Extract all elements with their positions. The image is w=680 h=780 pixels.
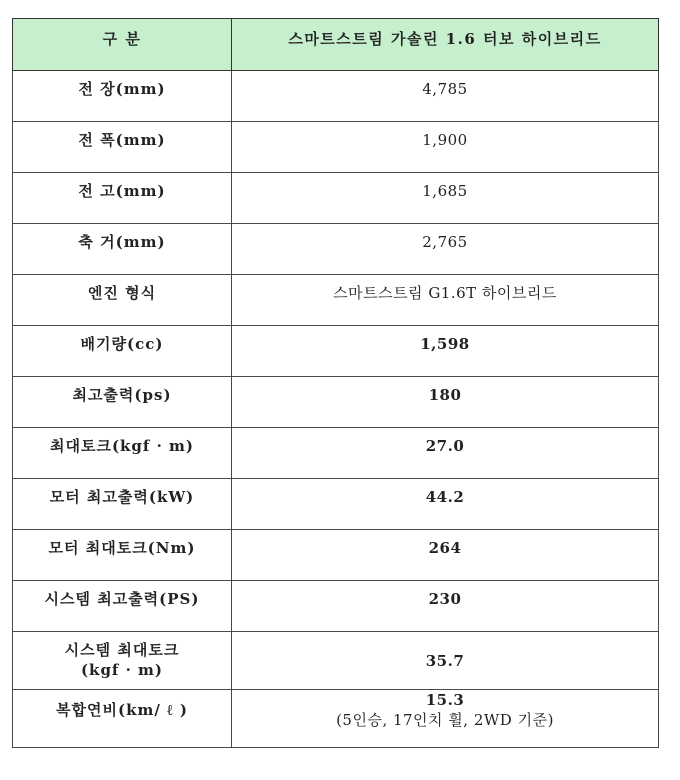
row-value: 264 [232, 530, 659, 581]
table-row [13, 428, 659, 479]
row-value: 2,765 [232, 224, 659, 275]
table-row [13, 530, 659, 581]
row-value: 27.0 [232, 428, 659, 479]
table-row [13, 224, 659, 275]
spec-table [12, 18, 659, 748]
table-row [13, 71, 659, 122]
table-row [13, 479, 659, 530]
header-category: 구 분 [13, 19, 232, 71]
row-label: 시스템 최대토크(kgf · m) [13, 632, 232, 690]
table-row [13, 690, 659, 748]
table-row [13, 122, 659, 173]
header-model: 스마트스트림 가솔린 1.6 터보 하이브리드 [232, 19, 659, 71]
row-label: 시스템 최고출력(PS) [13, 581, 232, 632]
row-value: 35.7 [232, 632, 659, 690]
fuel-economy-note: (5인승, 17인치 휠, 2WD 기준) [336, 711, 554, 729]
row-value: 180 [232, 377, 659, 428]
table-row [13, 275, 659, 326]
row-label: 모터 최고출력(kW) [13, 479, 232, 530]
row-label: 최대토크(kgf · m) [13, 428, 232, 479]
row-value: 스마트스트림 G1.6T 하이브리드 [232, 275, 659, 326]
table-row [13, 326, 659, 377]
row-value: 44.2 [232, 479, 659, 530]
table-row [13, 173, 659, 224]
row-label: 배기량(cc) [13, 326, 232, 377]
fuel-economy-value: 15.3 [425, 691, 465, 709]
row-label: 전 폭(mm) [13, 122, 232, 173]
row-value [232, 690, 659, 748]
table-row [13, 581, 659, 632]
row-value: 1,598 [232, 326, 659, 377]
table-header-row [13, 19, 659, 71]
row-label: 모터 최대토크(Nm) [13, 530, 232, 581]
row-value: 230 [232, 581, 659, 632]
row-label: 전 고(mm) [13, 173, 232, 224]
row-label: 엔진 형식 [13, 275, 232, 326]
row-value: 4,785 [232, 71, 659, 122]
row-label: 최고출력(ps) [13, 377, 232, 428]
row-value: 1,900 [232, 122, 659, 173]
table-row [13, 377, 659, 428]
table-row [13, 632, 659, 690]
row-label: 축 거(mm) [13, 224, 232, 275]
row-label: 복합연비(km/ ℓ ) [13, 690, 232, 748]
row-label: 전 장(mm) [13, 71, 232, 122]
row-value: 1,685 [232, 173, 659, 224]
